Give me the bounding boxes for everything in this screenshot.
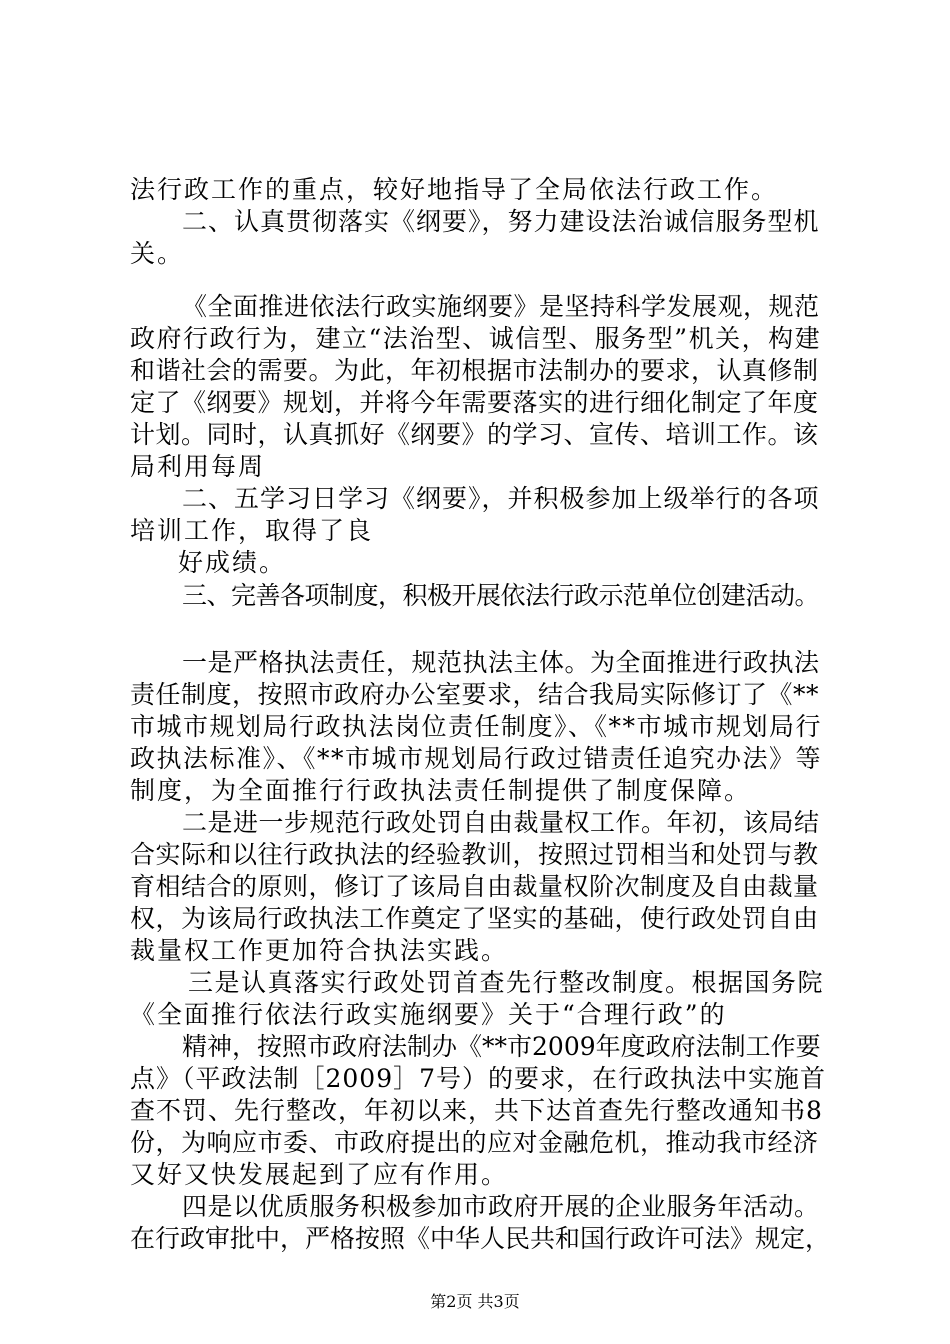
paragraph-start: 四是以优质服务积极参加市政府开展的企业服务年活动。 — [182, 1192, 820, 1221]
text-line: 政府行政行为，建立“法治型、诚信型、服务型”机关，构建 — [130, 324, 822, 353]
text-line: 查不罚、先行整改，年初以来，共下达首查先行整改通知书8 — [130, 1096, 823, 1125]
text-line: 二、五学习日学习《纲要》，并积极参加上级举行的各项 — [182, 484, 820, 513]
paragraph-start: 二是进一步规范行政处罚自由裁量权工作。年初，该局结 — [182, 808, 820, 837]
paragraph-start: 一是严格执法责任，规范执法主体。为全面推进行政执法 — [182, 648, 820, 677]
text-line: 好成绩。 — [178, 548, 287, 577]
text-line: 《全面推行依法行政实施纲要》关于“合理行政”的 — [130, 1000, 727, 1029]
text-line: 培训工作，取得了良 — [130, 516, 374, 545]
text-line: 法行政工作的重点，较好地指导了全局依法行政工作。 — [130, 175, 779, 204]
text-line: 定了《纲要》规划，并将今年需要落实的进行细化制定了年度 — [130, 388, 819, 417]
text-line: 和谐社会的需要。为此，年初根据市法制办的要求，认真修制 — [130, 356, 819, 385]
text-line: 又好又快发展起到了应有作用。 — [130, 1160, 509, 1189]
text-line: 精神，按照市政府法制办《**市2009年度政府法制工作要 — [182, 1032, 821, 1061]
text-line: 政执法标准》、《**市城市规划局行政过错责任追究办法》等 — [130, 744, 823, 773]
text-line: 在行政审批中，严格按照《中华人民共和国行政许可法》规定， — [130, 1224, 831, 1253]
page-number-footer: 第2页 共3页 — [430, 1292, 520, 1311]
text-line: 份，为响应市委、市政府提出的应对金融危机，推动我市经济 — [130, 1128, 819, 1157]
text-line: 制度，为全面推行行政执法责任制提供了制度保障。 — [130, 776, 752, 805]
text-line: 责任制度，按照市政府办公室要求，结合我局实际修订了《** — [130, 680, 820, 709]
section-heading: 三、完善各项制度，积极开展依法行政示范单位创建活动。 — [182, 581, 820, 610]
text-line: 局利用每周 — [130, 452, 266, 481]
paragraph-start: 《全面推进依法行政实施纲要》是坚持科学发展观，规范 — [182, 292, 820, 321]
text-line: 计划。同时，认真抓好《纲要》的学习、宣传、培训工作。该 — [130, 420, 819, 449]
paragraph-start: 三是认真落实行政处罚首查先行整改制度。根据国务院 — [188, 968, 825, 997]
section-heading: 二、认真贯彻落实《纲要》，努力建设法治诚信服务型机 — [182, 207, 820, 236]
text-line: 育相结合的原则，修订了该局自由裁量权阶次制度及自由裁量 — [130, 872, 819, 901]
text-line: 裁量权工作更加符合执法实践。 — [130, 936, 509, 965]
text-line: 点》（平政法制［2009］7号）的要求，在行政执法中实施首 — [130, 1064, 827, 1093]
text-line: 关。 — [130, 239, 185, 268]
text-line: 合实际和以往行政执法的经验教训，按照过罚相当和处罚与教 — [130, 840, 819, 869]
text-line: 权，为该局行政执法工作奠定了坚实的基础，使行政处罚自由 — [130, 904, 819, 933]
text-line: 市城市规划局行政执法岗位责任制度》、《**市城市规划局行 — [130, 712, 823, 741]
